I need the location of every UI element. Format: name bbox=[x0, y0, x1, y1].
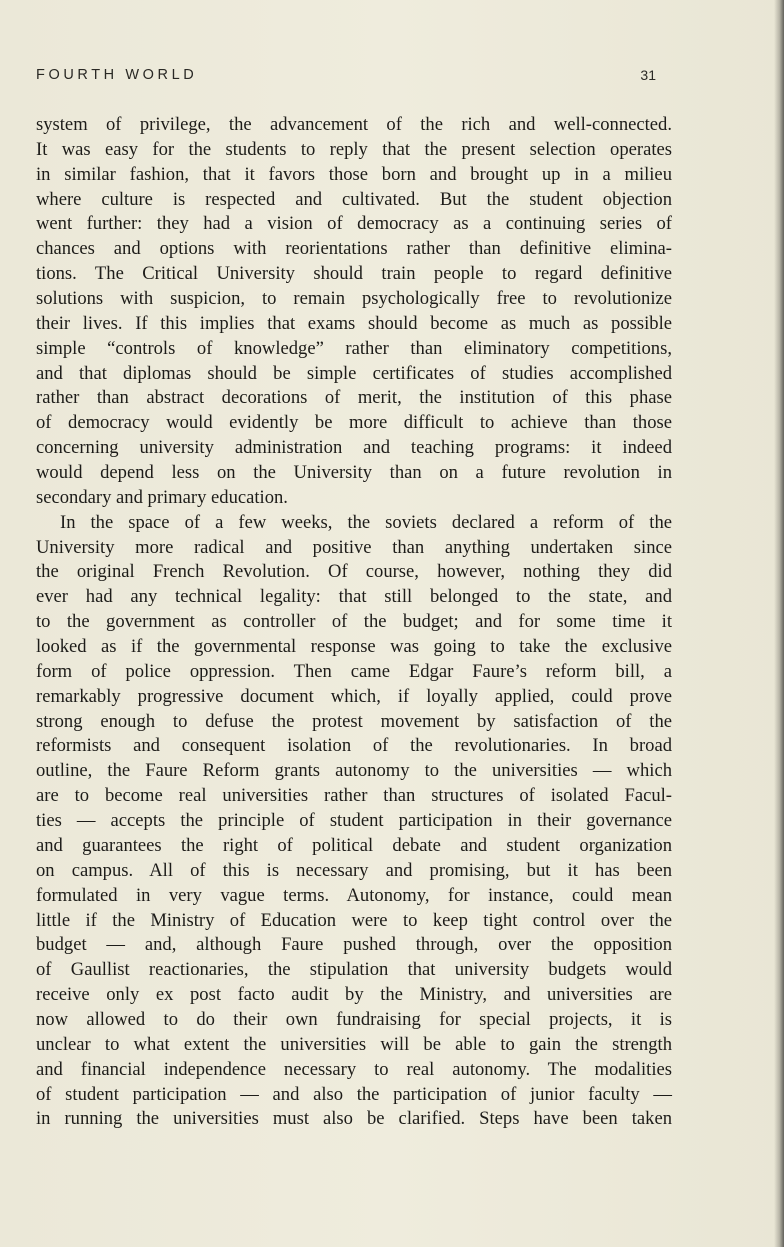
text-line: budget — and, although Faure pushed through, over the opposition bbox=[36, 934, 672, 956]
text-line: outline, the Faure Reform grants autonomy to the universities — which bbox=[36, 760, 672, 782]
text-line: solutions with suspicion, to remain psychologically free to revolutionize bbox=[36, 288, 672, 310]
text-line: rather than abstract decorations of merit, the institution of this phase bbox=[36, 387, 672, 409]
text-line: University more radical and positive than anything undertaken since bbox=[36, 536, 672, 558]
running-head: FOURTH WORLD bbox=[36, 67, 198, 83]
text-line: concerning university administration and teaching programs: it indeed bbox=[36, 437, 672, 459]
text-line: In the space of a few weeks, the soviets declared a reform of the bbox=[60, 511, 672, 533]
text-line: would depend less on the University than on a future revolution in bbox=[36, 462, 672, 484]
text-line: in running the universities must also be clarified. Steps have been taken bbox=[36, 1108, 672, 1130]
text-line: now allowed to do their own fundraising for special projects, it is bbox=[36, 1008, 672, 1030]
text-line: on campus. All of this is necessary and promising, but it has been bbox=[36, 859, 672, 881]
text-line: and financial independence necessary to real autonomy. The modalities bbox=[36, 1058, 672, 1080]
text-line: unclear to what extent the universities will be able to gain the strength bbox=[36, 1033, 672, 1055]
text-line: of democracy would evidently be more difficult to achieve than those bbox=[36, 412, 672, 434]
text-line: receive only ex post facto audit by the Ministry, and universities are bbox=[36, 984, 672, 1006]
text-line: went further: they had a vision of democracy as a continuing series of bbox=[36, 213, 672, 235]
page-header bbox=[36, 67, 656, 87]
text-line: of student participation — and also the participation of junior faculty — bbox=[36, 1083, 672, 1105]
text-line: and guarantees the right of political debate and student organization bbox=[36, 834, 672, 856]
text-line: where culture is respected and cultivated. But the student objection bbox=[36, 188, 672, 210]
text-line: of Gaullist reactionaries, the stipulation that university budgets would bbox=[36, 959, 672, 981]
text-line: remarkably progressive document which, if loyally applied, could prove bbox=[36, 685, 672, 707]
text-line: system of privilege, the advancement of the rich and well-connected. bbox=[36, 114, 672, 135]
text-line: ever had any technical legality: that still belonged to the state, and bbox=[36, 586, 672, 608]
page-number: 31 bbox=[640, 67, 656, 83]
text-line: little if the Ministry of Education were to keep tight control over the bbox=[36, 909, 672, 931]
page-edge-shadow bbox=[774, 0, 784, 1247]
body-text bbox=[36, 113, 672, 1132]
text-line: are to become real universities rather than structures of isolated Facul- bbox=[36, 785, 672, 807]
text-line: ties — accepts the principle of student participation in their governance bbox=[36, 810, 672, 832]
text-line: and that diplomas should be simple certificates of studies accomplished bbox=[36, 362, 672, 384]
text-line: reformists and consequent isolation of the revolutionaries. In broad bbox=[36, 735, 672, 757]
text-line: chances and options with reorientations rather than definitive elimina- bbox=[36, 238, 672, 260]
text-line: to the government as controller of the budget; and for some time it bbox=[36, 611, 672, 633]
text-line: the original French Revolution. Of course, however, nothing they did bbox=[36, 561, 672, 583]
text-line: strong enough to defuse the protest movement by satisfaction of the bbox=[36, 710, 672, 732]
text-line: looked as if the governmental response was going to take the exclusive bbox=[36, 636, 672, 658]
text-line: their lives. If this implies that exams should become as much as possible bbox=[36, 312, 672, 334]
text-line: tions. The Critical University should train people to regard definitive bbox=[36, 263, 672, 285]
text-line: form of police oppression. Then came Edgar Faure’s reform bill, a bbox=[36, 660, 672, 682]
text-line: It was easy for the students to reply that the present selection operates bbox=[36, 138, 672, 160]
text-line: formulated in very vague terms. Autonomy, for instance, could mean bbox=[36, 884, 672, 906]
text-line: simple “controls of knowledge” rather than eliminatory competitions, bbox=[36, 337, 672, 359]
text-line: secondary and primary education. bbox=[36, 486, 288, 508]
text-line: in similar fashion, that it favors those born and brought up in a milieu bbox=[36, 163, 672, 185]
